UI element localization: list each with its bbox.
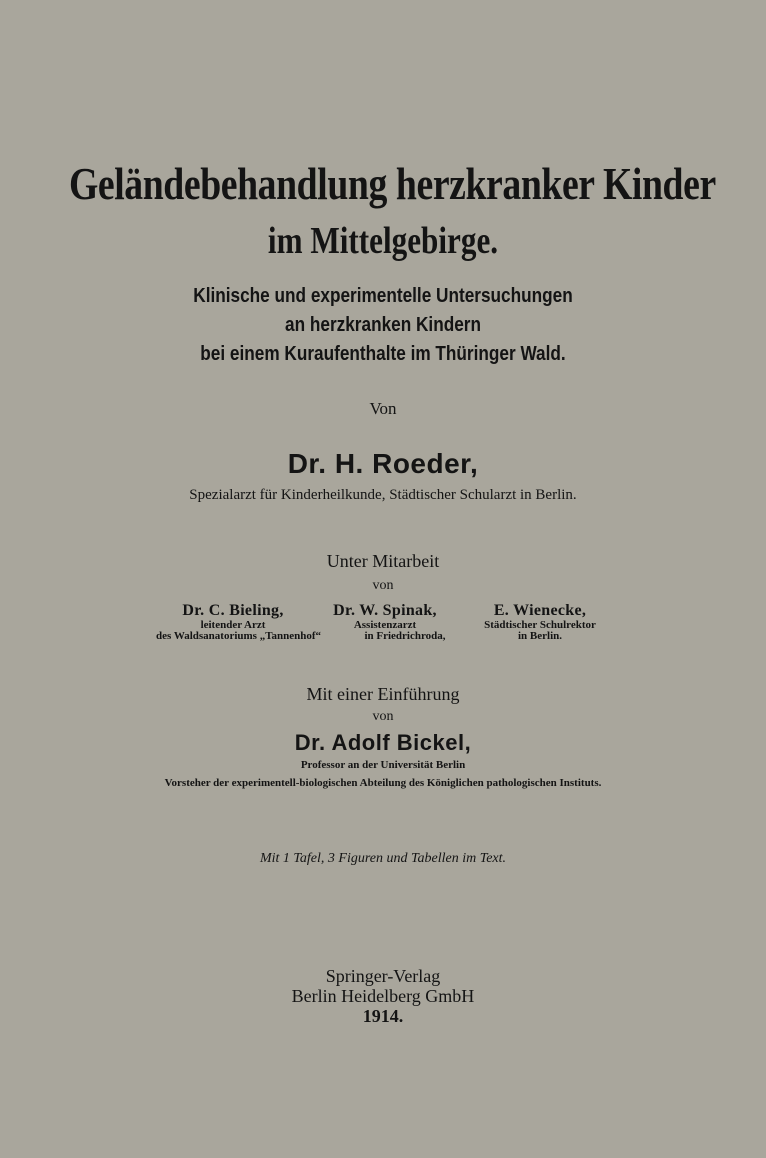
- collaborator-name: E. Wienecke,: [493, 602, 587, 619]
- subtitle-line3: bei einem Kuraufenthalte im Thüringer Wald.: [200, 343, 566, 365]
- subtitle-line2: an herzkranken Kindern: [285, 314, 481, 336]
- book-title-line2: im Mittelgebirge.: [267, 220, 499, 262]
- author-description: Spezialarzt für Kinderheilkunde, Städtischer Schularzt in Berlin.: [189, 487, 577, 503]
- collaborator-role: Städtischer Schulrektor: [484, 618, 596, 631]
- publisher-place: Berlin Heidelberg GmbH: [291, 986, 475, 1006]
- collaborator-name: Dr. C. Bieling,: [182, 602, 284, 619]
- book-title: Geländebehandlung herzkranker Kinder: [68, 158, 716, 209]
- collaborator-wienecke: [470, 603, 610, 643]
- collaborator-affiliation: in Berlin.: [517, 630, 562, 643]
- introduction-author-affiliation: Vorsteher der experimentell-biologischen Abteilung des Königlichen pathologischen Instituts.: [164, 777, 602, 789]
- publication-year: 1914.: [362, 1006, 404, 1026]
- illustrations-note: Mit 1 Tafel, 3 Figuren und Tabellen im Text.: [259, 851, 507, 866]
- collaborator-affiliation: in Friedrichroda,: [364, 630, 446, 643]
- collaborator-role: Assistenzarzt: [353, 618, 417, 631]
- introduction-author-name: Dr. Adolf Bickel,: [294, 730, 472, 755]
- subtitle-line1: Klinische und experimentelle Untersuchungen: [193, 285, 573, 307]
- collaboration-by-label: von: [372, 578, 394, 593]
- collaborator-spinak: [300, 603, 470, 643]
- collaborator-affiliation: des Waldsanatoriums „Tannenhof“: [156, 630, 322, 643]
- by-label: Von: [369, 399, 397, 418]
- introduction-author-title: Professor an der Universität Berlin: [300, 759, 466, 771]
- author-name: Dr. H. Roeder,: [287, 448, 479, 479]
- introduction-label: Mit einer Einführung: [306, 684, 460, 704]
- introduction-by-label: von: [372, 709, 394, 724]
- collaborator-bieling: [156, 602, 322, 643]
- collaborator-role: leitender Arzt: [200, 618, 266, 631]
- collaboration-label: Unter Mitarbeit: [326, 551, 440, 571]
- publisher-name: Springer-Verlag: [325, 966, 441, 986]
- collaborator-name: Dr. W. Spinak,: [333, 602, 437, 619]
